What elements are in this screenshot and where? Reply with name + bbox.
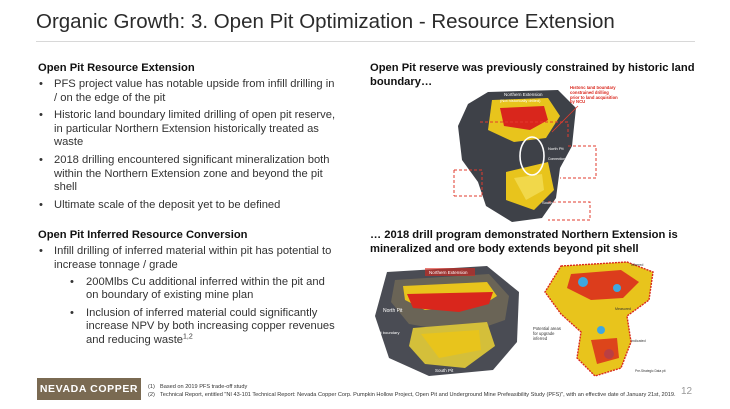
footnote-ref: 1,2	[183, 333, 193, 341]
terrain-3d-map	[369, 262, 525, 378]
left-column	[38, 62, 338, 352]
label-northern-extension: Northern Extension	[504, 92, 543, 97]
page-title: Organic Growth: 3. Open Pit Optimization - Resource Extension	[36, 10, 615, 33]
footnote-text: Technical Report, entitled "NI 43-101 Technical Report: Nevada Copper Corp. Pumpkin Hollow Project, Open Pit and Underground Mine Prefeasibility Study (PFS)", with an effective date of January 21st, 2019.	[160, 392, 676, 398]
inferred-conversion-list	[38, 245, 338, 347]
sub-list-item-text: Inclusion of inferred material could significantly increase NPV by both increasing copper revenues and reducing waste	[86, 306, 335, 346]
resource-extension-list	[38, 78, 338, 212]
label-south-pit: South Pit	[542, 200, 559, 205]
label-north-pit: North Pit	[383, 308, 403, 314]
page-number: 12	[681, 386, 693, 397]
list-item: • Historic land boundary limited drilling of open pit reserve, in particular Northern Extension historically treated as waste	[38, 109, 338, 150]
list-item-text: Infill drilling of inferred material within pit has potential to increase tonnage / grade	[54, 245, 332, 271]
footnote-2: (2) Technical Report, entitled "NI 43-101 Technical Report: Nevada Copper Corp. Pumpkin Hollow Project, Open Pit and Underground Mine Prefeasibility Study (PFS)", with an effective date of January 21st, 2019.	[148, 392, 676, 398]
block-model-plan-map	[531, 258, 681, 380]
company-logo: NEVADA COPPER	[37, 378, 141, 400]
section-heading-resource-extension: Open Pit Resource Extension	[38, 62, 195, 74]
land-boundary-annotation: Historic land boundary constrained drilling prior to land acquisition by NCU	[570, 86, 618, 105]
title-divider	[36, 41, 695, 42]
label-indicated: Indicated	[631, 339, 646, 343]
label-south-pit: South Pit	[435, 368, 454, 373]
label-potential-upgrade: Potential areas for upgrade inferred	[533, 326, 561, 341]
label-not-drilled: (Not historically drilled)	[500, 98, 541, 103]
label-northern-extension: Northern Extension	[429, 270, 468, 275]
historic-boundary-map	[448, 86, 618, 224]
label-connection-zone: Connection zone	[548, 157, 574, 161]
list-item: • PFS project value has notable upside from infill drilling in / on the edge of the pit	[38, 78, 338, 105]
label-pit-shell: Pre-Strategic Data pit	[635, 369, 666, 373]
label-north-pit: North Pit	[548, 146, 564, 151]
list-item: • 2018 drilling encountered significant mineralization both within the Northern Extension zone and beyond the pit shell	[38, 154, 338, 195]
sub-list-item: • 200Mlbs Cu additional inferred within the pit and on boundary of existing mine plan	[68, 276, 338, 303]
sub-list	[54, 276, 338, 348]
section-heading-inferred-conversion: Open Pit Inferred Resource Conversion	[38, 229, 248, 242]
label-pit-boundary: Pit boundary	[377, 330, 400, 335]
list-item	[38, 245, 338, 347]
list-item: • Ultimate scale of the deposit yet to be defined	[38, 199, 338, 213]
label-inferred: Inferred	[631, 263, 644, 267]
sub-list-item	[68, 307, 338, 348]
footnote-1: (1) Based on 2019 PFS trade-off study	[148, 384, 248, 390]
label-measured: Measured	[615, 307, 631, 311]
caption-bottom: … 2018 drill program demonstrated Northern Extension is mineralized and ore body extends beyond pit shell	[370, 229, 678, 255]
caption-top: Open Pit reserve was previously constrained by historic land boundary…	[370, 62, 695, 88]
footnote-text: Based on 2019 PFS trade-off study	[160, 384, 248, 390]
